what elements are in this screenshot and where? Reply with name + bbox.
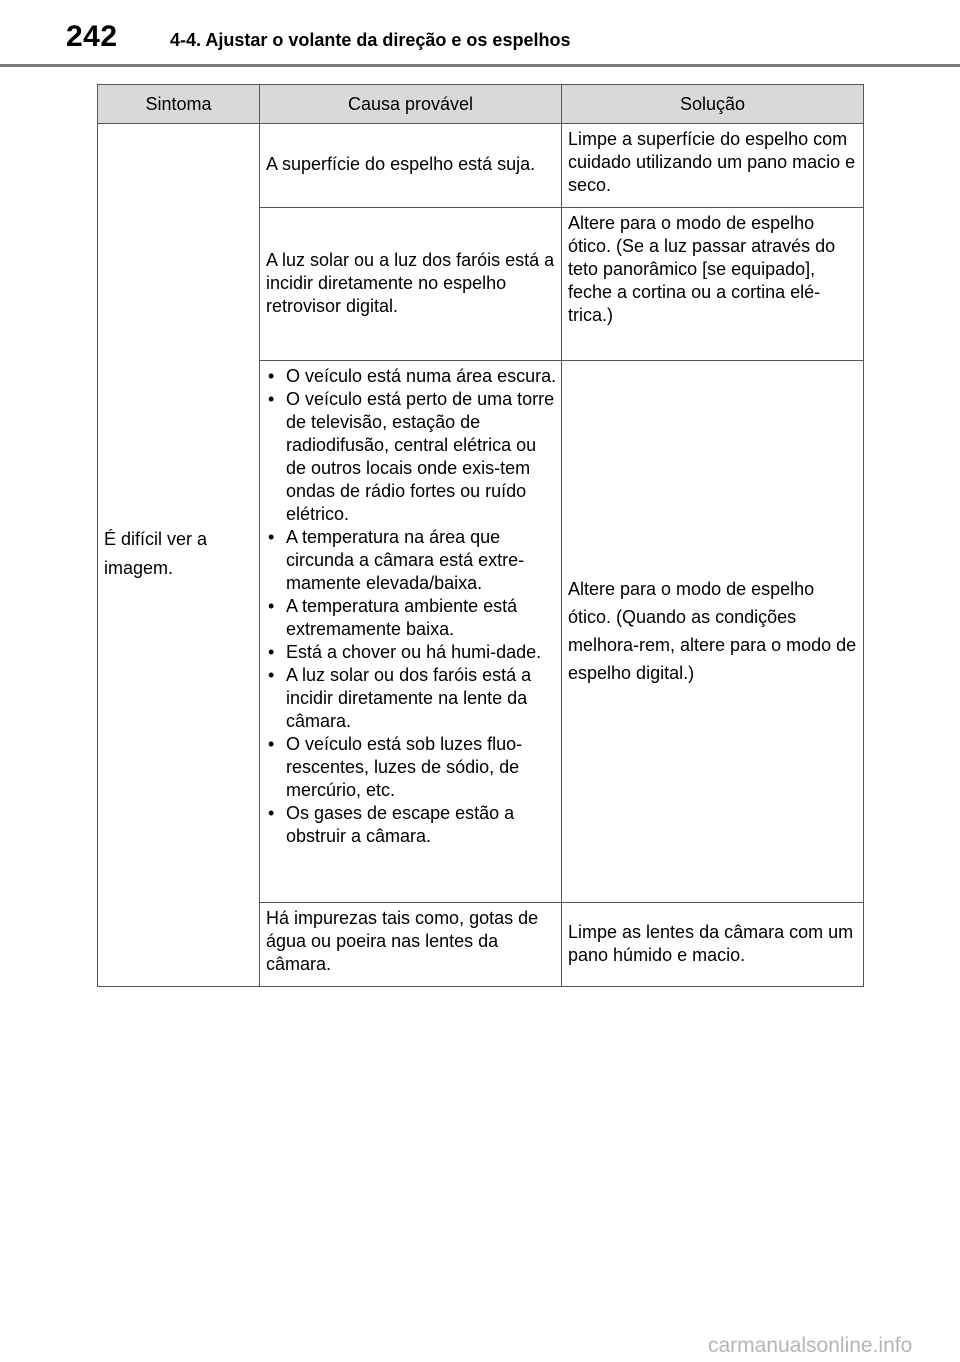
troubleshooting-table [97, 84, 864, 987]
cause-cell: A superfície do espelho está suja. [260, 124, 562, 208]
cause-cell: A luz solar ou a luz dos faróis está a incidir diretamente no espelho retrovisor digital. [260, 208, 562, 361]
symptom-cell: É difícil ver a imagem. [98, 124, 260, 987]
header-divider [0, 64, 960, 67]
page-number: 242 [66, 20, 118, 53]
solution-cell: Limpe a superfície do espelho com cuidado utilizando um pano macio e seco. [562, 124, 864, 208]
table-header-row [98, 85, 864, 124]
column-header-solution: Solução [562, 85, 864, 124]
list-item: • A temperatura ambiente está extremamente baixa. [266, 595, 557, 641]
list-item: • O veículo está sob luzes fluo-rescentes, luzes de sódio, de mercúrio, etc. [266, 733, 557, 802]
page-header [0, 0, 960, 66]
cause-cell [260, 361, 562, 903]
list-item: • O veículo está numa área escura. [266, 365, 557, 388]
list-item: • Os gases de escape estão a obstruir a câmara. [266, 802, 557, 848]
table-row [98, 124, 864, 208]
column-header-symptom: Sintoma [98, 85, 260, 124]
section-title: 4-4. Ajustar o volante da direção e os espelhos [170, 30, 571, 50]
column-header-cause: Causa provável [260, 85, 562, 124]
solution-cell: Limpe as lentes da câmara com um pano húmido e macio. [562, 903, 864, 987]
watermark: carmanualsonline.info [708, 1334, 913, 1357]
list-item: • O veículo está perto de uma torre de televisão, estação de radiodifusão, central elétrica ou de outros locais onde exis-tem ondas de rádio fortes ou ruído elétrico. [266, 388, 557, 526]
cause-list [266, 365, 557, 848]
cause-cell: Há impurezas tais como, gotas de água ou poeira nas lentes da câmara. [260, 903, 562, 987]
solution-cell: Altere para o modo de espelho ótico. (Se a luz passar através do teto panorâmico [se equipado], feche a cortina ou a cortina elé-trica.) [562, 208, 864, 361]
solution-cell: Altere para o modo de espelho ótico. (Quando as condições melhora-rem, altere para o modo de espelho digital.) [562, 361, 864, 903]
list-item: • Está a chover ou há humi-dade. [266, 641, 557, 664]
list-item: • A temperatura na área que circunda a câmara está extre-mamente elevada/baixa. [266, 526, 557, 595]
list-item: • A luz solar ou dos faróis está a incidir diretamente na lente da câmara. [266, 664, 557, 733]
